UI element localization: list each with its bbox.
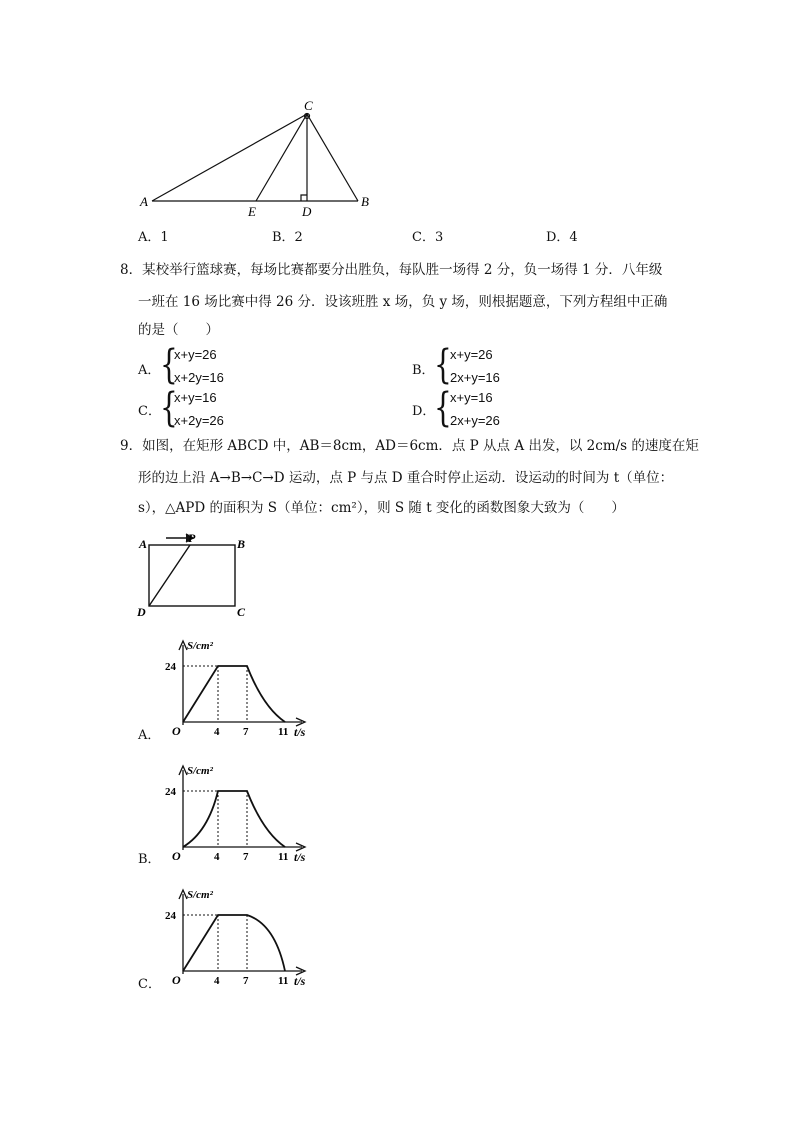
q8-option-b-label: B． (412, 363, 435, 378)
y-axis-label: S/cm² (187, 765, 213, 777)
x-tick-11: 11 (278, 726, 289, 738)
rectangle-figure (136, 530, 256, 622)
q8-option-a-eq2: x+2y=16 (174, 370, 224, 385)
brace-icon: { (434, 385, 452, 431)
x-tick-11: 11 (278, 975, 289, 987)
side-ac (152, 114, 307, 201)
label-c: C (304, 98, 313, 113)
q8-option-b[interactable] (412, 342, 532, 389)
q8-option-d-eq1: x+y=16 (450, 390, 493, 405)
rect-label-a: A (139, 537, 148, 551)
rectangle-abcd (149, 545, 235, 606)
label-d: D (302, 204, 312, 219)
rect-label-c: C (237, 605, 246, 619)
q8-option-c-eq1: x+y=16 (174, 390, 217, 405)
brace-icon: { (160, 342, 178, 388)
y-tick-24: 24 (165, 661, 176, 673)
segment-ce (256, 114, 307, 201)
y-axis-label: S/cm² (187, 889, 213, 901)
q9-line-2: 形的边上沿 A→B→C→D 运动，点 P 与点 D 重合时停止运动．设运动的时间为 t（单位： (138, 470, 674, 486)
brace-icon: { (434, 342, 452, 388)
q7-option-a[interactable]: A．1 (138, 230, 169, 245)
y-tick-24: 24 (165, 910, 176, 922)
origin-label: O (172, 973, 181, 987)
x-tick-4: 4 (214, 975, 220, 987)
right-angle-mark (301, 195, 307, 201)
q8-option-c[interactable] (138, 385, 258, 432)
rect-label-b: B (237, 537, 246, 551)
q8-option-d[interactable] (412, 385, 532, 432)
q8-option-d-eq2: 2x+y=26 (450, 413, 500, 428)
q8-option-b-eq1: x+y=26 (450, 347, 493, 362)
origin-label: O (172, 724, 181, 738)
label-b: B (361, 194, 369, 209)
q8-option-c-eq2: x+2y=26 (174, 413, 224, 428)
graph-a-curve (183, 666, 285, 722)
x-axis-label: t/s (294, 974, 306, 988)
q7-option-b[interactable]: B．2 (272, 230, 303, 245)
q8-line-2: 一班在 16 场比赛中得 26 分．设该班胜 x 场，负 y 场，则根据题意，下列方程组中正确 (138, 294, 668, 310)
x-tick-7: 7 (243, 975, 249, 987)
graph-c (160, 884, 320, 989)
triangle-figure (130, 96, 380, 221)
q8-option-c-label: C． (138, 404, 161, 419)
label-a: A (140, 194, 148, 209)
graph-c-curve (183, 915, 285, 971)
graph-b-curve (183, 791, 285, 847)
q8-option-a[interactable] (138, 342, 258, 389)
x-axis-label: t/s (294, 725, 306, 739)
graph-option-b[interactable]: B． (138, 852, 161, 867)
q8-line-1: 8．某校举行篮球赛，每场比赛都要分出胜负，每队胜一场得 2 分，负一场得 1 分．八年级 (120, 262, 663, 278)
graph-option-a[interactable]: A． (138, 728, 161, 743)
x-tick-7: 7 (243, 851, 249, 863)
brace-icon: { (160, 385, 178, 431)
label-e: E (248, 204, 256, 219)
q8-line-3: 的是（ ） (138, 322, 219, 338)
x-tick-7: 7 (243, 726, 249, 738)
q8-option-d-label: D． (412, 404, 436, 419)
y-axis-label: S/cm² (187, 640, 213, 652)
q8-option-a-eq1: x+y=26 (174, 347, 217, 362)
x-tick-4: 4 (214, 851, 220, 863)
rect-label-p: P (188, 531, 196, 545)
origin-label: O (172, 849, 181, 863)
x-tick-4: 4 (214, 726, 220, 738)
graph-a (160, 635, 320, 740)
x-axis-label: t/s (294, 850, 306, 864)
y-tick-24: 24 (165, 786, 176, 798)
x-tick-11: 11 (278, 851, 289, 863)
rect-label-d: D (137, 605, 146, 619)
q9-line-3: s），△APD 的面积为 S（单位：cm²），则 S 随 t 变化的函数图象大致为（ ） (138, 500, 625, 516)
q8-option-a-label: A． (138, 363, 161, 378)
graph-b (160, 760, 320, 865)
q8-option-b-eq2: 2x+y=16 (450, 370, 500, 385)
side-cb (307, 114, 358, 201)
q7-option-d[interactable]: D．4 (546, 230, 578, 245)
q9-line-1: 9．如图，在矩形 ABCD 中，AB＝8cm，AD＝6cm．点 P 从点 A 出发，以 2cm/s 的速度在矩 (120, 438, 699, 454)
segment-dp (149, 545, 190, 606)
q7-option-c[interactable]: C．3 (412, 230, 444, 245)
graph-option-c[interactable]: C． (138, 977, 161, 992)
